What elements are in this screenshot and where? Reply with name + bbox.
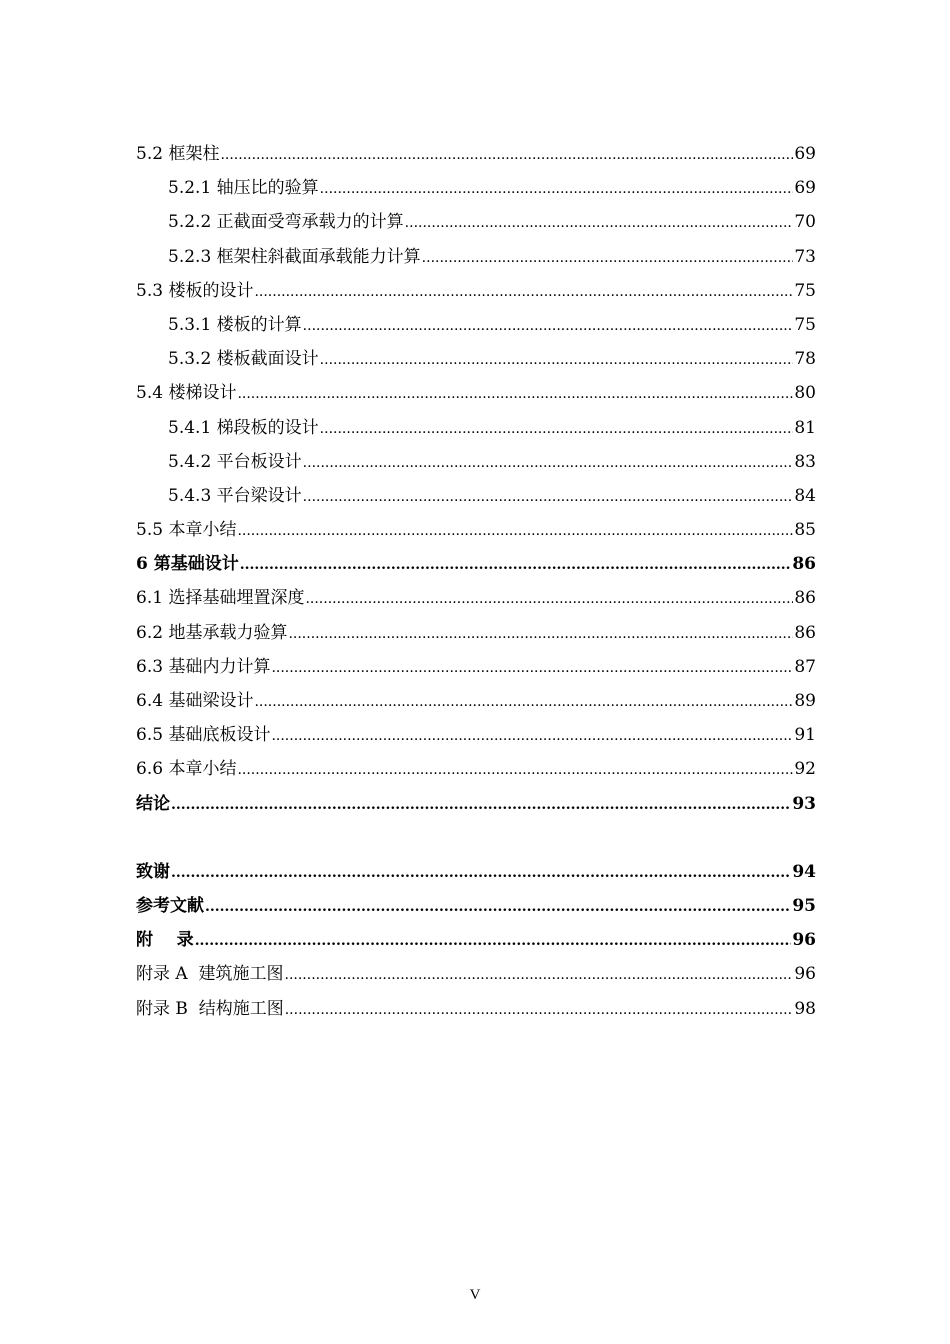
toc-entry-title: 5.2.2 正截面受弯承载力的计算: [168, 212, 404, 233]
toc-dot-leader: [254, 275, 793, 309]
toc-entry[interactable]: [136, 445, 816, 479]
toc-dot-leader: [271, 719, 793, 753]
toc-entry-page: 87: [794, 656, 816, 677]
toc-entry-page: 70: [794, 212, 816, 233]
toc-entry[interactable]: [136, 171, 816, 205]
toc-entry[interactable]: [136, 581, 816, 615]
toc-entry-page: 91: [794, 725, 816, 746]
toc-dot-leader: [237, 377, 793, 411]
toc-entry-page: 85: [794, 520, 816, 541]
toc-entry-title: 致谢: [136, 861, 170, 882]
toc-entry-title: 6.6 本章小结: [136, 759, 237, 780]
toc-entry-page: 96: [792, 930, 816, 951]
toc-entry-page: 78: [794, 349, 816, 370]
toc-entry-page: 75: [794, 314, 816, 335]
toc-entry[interactable]: [136, 411, 816, 445]
page-number: V: [469, 1287, 481, 1303]
toc-entry[interactable]: [136, 376, 816, 410]
toc-dot-leader: [405, 206, 794, 240]
toc-entry[interactable]: [136, 684, 816, 718]
toc-entry-page: 96: [794, 964, 816, 985]
toc-entry-title: 5.3.1 楼板的计算: [168, 314, 302, 335]
toc-entry-title: 附录 A 建筑施工图: [136, 964, 284, 985]
toc-dot-leader: [171, 856, 791, 890]
toc-entry-title: 5.4.1 梯段板的设计: [168, 417, 319, 438]
toc-entry-page: 95: [792, 895, 816, 916]
toc-entry[interactable]: [136, 855, 816, 889]
toc-entry-page: 86: [794, 588, 816, 609]
toc-dot-leader: [320, 172, 794, 206]
toc-dot-leader: [422, 241, 794, 275]
toc-entry-page: 73: [794, 246, 816, 267]
toc-entry-page: 81: [794, 417, 816, 438]
toc-entry-page: 69: [794, 144, 816, 164]
toc-entry-title: 5.4.3 平台梁设计: [168, 485, 302, 506]
toc-entry[interactable]: [136, 274, 816, 308]
toc-entry-title: 结论: [136, 793, 170, 814]
toc-entry-title: 5.2.3 框架柱斜截面承载能力计算: [168, 246, 421, 267]
toc-entry-page: 98: [794, 998, 816, 1019]
toc-entry-title: 5.3.2 楼板截面设计: [168, 349, 319, 370]
toc-entry[interactable]: [136, 240, 816, 274]
toc-dot-leader: [271, 651, 793, 685]
toc-entry-page: 93: [792, 793, 816, 814]
toc-entry[interactable]: [136, 992, 816, 1026]
toc-dot-leader: [171, 788, 791, 822]
toc-dot-leader: [288, 617, 793, 651]
toc-entry-page: 75: [794, 280, 816, 301]
toc-entry-title: 5.4 楼梯设计: [136, 383, 237, 404]
toc-entry-title: 5.3 楼板的设计: [136, 280, 254, 301]
toc-entry-title: 6.4 基础梁设计: [136, 691, 254, 711]
toc-entry-title: 6.2 地基承载力验算: [136, 622, 288, 643]
toc-dot-leader: [237, 514, 793, 548]
toc-dot-leader: [220, 138, 793, 172]
toc-entry-page: 94: [792, 861, 816, 882]
toc-entry-title: 附录 B 结构施工图: [136, 998, 284, 1019]
toc-entry-title: 5.2.1 轴压比的验算: [168, 178, 319, 199]
toc-dot-leader: [237, 753, 793, 787]
toc-entry-page: 86: [792, 554, 816, 575]
toc-entry-title: 5.4.2 平台板设计: [168, 451, 302, 472]
toc-entry-page: 80: [794, 383, 816, 404]
toc-entry-title: 6.5 基础底板设计: [136, 725, 271, 746]
toc-dot-leader: [320, 412, 794, 446]
toc-dot-leader: [205, 890, 791, 924]
toc-dot-leader: [320, 343, 794, 377]
toc-dot-leader: [303, 446, 794, 480]
toc-entry-page: 92: [794, 759, 816, 780]
toc-entry-page: 69: [794, 178, 816, 199]
toc-dot-leader: [285, 958, 794, 992]
table-of-contents: [136, 137, 816, 1026]
toc-entry[interactable]: [136, 513, 816, 547]
toc-dot-leader: [195, 924, 792, 958]
toc-entry[interactable]: [136, 957, 816, 991]
toc-dot-leader: [303, 480, 794, 514]
toc-entry-title: 5.2 框架柱: [136, 144, 220, 164]
toc-entry-page: 89: [794, 691, 816, 711]
toc-entry[interactable]: [136, 787, 816, 821]
toc-entry-page: 84: [794, 485, 816, 506]
toc-dot-leader: [303, 309, 794, 343]
toc-entry[interactable]: [136, 205, 816, 239]
toc-entry-title: 6.1 选择基础埋置深度: [136, 588, 305, 609]
toc-entry[interactable]: [136, 718, 816, 752]
toc-entry-title: 附 录: [136, 930, 194, 951]
toc-entry[interactable]: [136, 479, 816, 513]
toc-entry[interactable]: [136, 616, 816, 650]
toc-entry[interactable]: [136, 137, 816, 171]
toc-entry[interactable]: [136, 342, 816, 376]
toc-entry[interactable]: [136, 923, 816, 957]
toc-entry-page: 86: [794, 622, 816, 643]
toc-dot-leader: [305, 582, 793, 616]
toc-entry-page: 83: [794, 451, 816, 472]
toc-entry[interactable]: [136, 889, 816, 923]
toc-entry[interactable]: [136, 650, 816, 684]
toc-dot-leader: [285, 993, 794, 1027]
toc-dot-leader: [254, 685, 793, 719]
toc-entry[interactable]: [136, 308, 816, 342]
toc-entry-title: 6 第基础设计: [136, 554, 239, 575]
toc-entry[interactable]: [136, 547, 816, 581]
toc-entry-title: 参考文献: [136, 895, 204, 916]
toc-dot-leader: [240, 548, 792, 582]
toc-entry-title: 6.3 基础内力计算: [136, 656, 271, 677]
toc-entry-title: 5.5 本章小结: [136, 520, 237, 541]
toc-entry[interactable]: [136, 752, 816, 786]
